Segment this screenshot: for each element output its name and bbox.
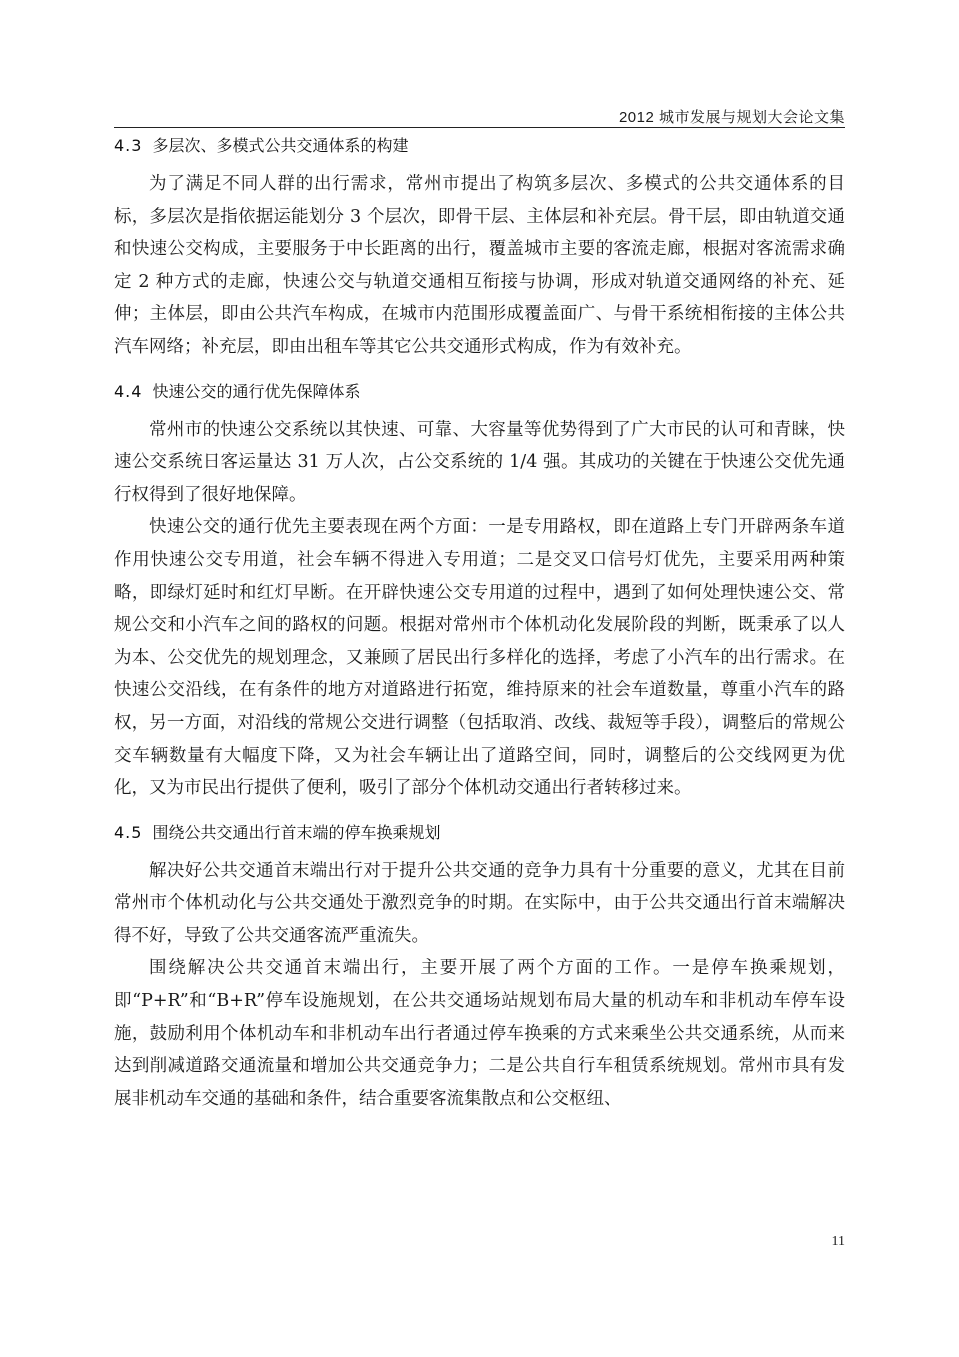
running-header: 2012 城市发展与规划大会论文集 xyxy=(618,109,845,126)
section-title: 多层次、多模式公共交通体系的构建 xyxy=(152,136,409,155)
section-heading-4-3 xyxy=(114,128,845,164)
section-heading-4-5 xyxy=(114,815,845,851)
page-body xyxy=(114,128,845,1115)
section-number: 4.5 xyxy=(114,822,143,842)
section-heading-4-4 xyxy=(114,374,845,410)
page-number: 11 xyxy=(831,1234,845,1249)
section-title: 快速公交的通行优先保障体系 xyxy=(152,381,361,401)
paragraph: 围绕解决公共交通首末端出行，主要开展了两个方面的工作。一是停车换乘规划，即“P+R”和“B+R”停车设施规划，在公共交通场站规划布局大量的机动车和非机动车停车设施，鼓励利用个体机动车和非机动车出行者通过停车换乘的方式来乘坐公共交通系统，从而来达到削减道路交通流量和增加公共交通竞争力；二是公共自行车租赁系统规划。常州市具有发展非机动车交通的基础和条件，结合重要客流集散点和公交枢纽、 xyxy=(114,958,845,1109)
paragraph: 常州市的快速公交系统以其快速、可靠、大容量等优势得到了广大市民的认可和青睐，快速公交系统日客运量达 31 万人次，占公交系统的 1/4 强。其成功的关键在于快速公交优先通行权得到了很好地保障。 xyxy=(114,419,845,505)
paragraph: 为了满足不同人群的出行需求，常州市提出了构筑多层次、多模式的公共交通体系的目标，多层次是指依据运能划分 3 个层次，即骨干层、主体层和补充层。骨干层，即由轨道交通和快速公交构成，主要服务于中长距离的出行，覆盖城市主要的客流走廊，根据对客流需求确定 2 种方式的走廊，快速公交与轨道交通相互衔接与协调，形成对轨道交通网络的补充、延伸；主体层，即由公共汽车构成，在城市内范围形成覆盖面广、与骨干系统相衔接的主体公共汽车网络；补充层，即由出租车等其它公共交通形式构成，作为有效补充。 xyxy=(114,174,845,357)
section-number: 4.4 xyxy=(114,381,143,401)
section-title: 围绕公共交通出行首末端的停车换乘规划 xyxy=(152,822,441,842)
paragraph: 解决好公共交通首末端出行对于提升公共交通的竞争力具有十分重要的意义，尤其在目前常州市个体机动化与公共交通处于激烈竞争的时期。在实际中，由于公共交通出行首末端解决得不好，导致了公共交通客流严重流失。 xyxy=(114,860,845,946)
section-number: 4.3 xyxy=(114,136,143,155)
paragraph: 快速公交的通行优先主要表现在两个方面：一是专用路权，即在道路上专门开辟两条车道作用快速公交专用道，社会车辆不得进入专用道；二是交叉口信号灯优先，主要采用两种策略，即绿灯延时和红灯早断。在开辟快速公交专用道的过程中，遇到了如何处理快速公交、常规公交和小汽车之间的路权的问题。根据对常州市个体机动化发展阶段的判断，既秉承了以人为本、公交优先的规划理念，又兼顾了居民出行多样化的选择，考虑了小汽车的出行需求。在快速公交沿线，在有条件的地方对道路进行拓宽，维持原来的社会车道数量，尊重小汽车的路权，另一方面，对沿线的常规公交进行调整（包括取消、改线、裁短等手段），调整后的常规公交车辆数量有大幅度下降，又为社会车辆让出了道路空间，同时，调整后的公交线网更为优化，又为市民出行提供了便利，吸引了部分个体机动交通出行者转移过来。 xyxy=(114,517,845,799)
